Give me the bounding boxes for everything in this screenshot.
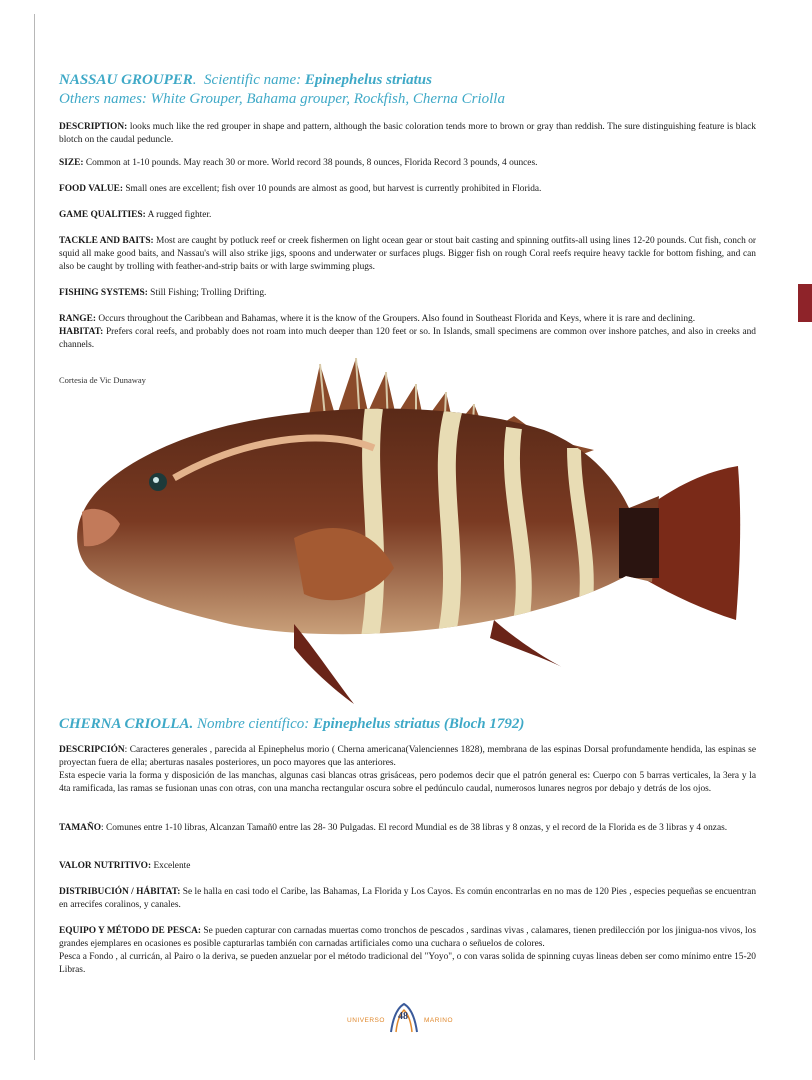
food-value-paragraph — [59, 183, 756, 196]
page-number: 48 — [398, 1011, 408, 1022]
descripcion-paragraph — [59, 744, 756, 796]
tamano-label: TAMAÑO — [59, 823, 102, 833]
english-title: NASSAU GROUPER. Scientific name: Epinephelus striatus — [59, 72, 432, 88]
fishing-systems-label: FISHING SYSTEMS: — [59, 288, 148, 298]
size-paragraph — [59, 157, 756, 170]
range-label: RANGE: — [59, 314, 96, 324]
valor-nutritivo-label: VALOR NUTRITIVO: — [59, 861, 152, 871]
distribucion-paragraph — [59, 886, 756, 912]
distribucion-label: DISTRIBUCIÓN / HÁBITAT: — [59, 887, 181, 897]
scientific-name: Epinephelus striatus — [304, 72, 432, 88]
descripcion-label: DESCRIPCIÓN — [59, 745, 125, 755]
common-name: NASSAU GROUPER — [59, 72, 193, 88]
tamano-text: : Comunes entre 1-10 libras, Alcanzan Tamañ0 entre las 28- 30 Pulgadas. El record Mundial es de 38 libras y 8 onzas, y el record de la Florida es de 3 libras y 4 onzas. — [101, 823, 728, 833]
photo-credit: Cortesia de Vic Dunaway — [59, 375, 146, 385]
equipo-label: EQUIPO Y MÉTODO DE PESCA: — [59, 926, 202, 936]
spanish-common-name: CHERNA CRIOLLA. — [59, 716, 194, 732]
pelvic-fin — [294, 624, 354, 704]
tackle-label: TACKLE AND BAITS: — [59, 236, 154, 246]
food-value-label: FOOD VALUE: — [59, 184, 123, 194]
equipo-paragraph — [59, 925, 756, 977]
range-line — [59, 313, 756, 326]
description-text: looks much like the red grouper in shape and pattern, although the basic coloration tends more to brown or gray than reddish. The sure distinguishing feature is black blotch on the caudal peduncle. — [59, 122, 756, 145]
description-label: DESCRIPTION: — [59, 122, 128, 132]
page-footer — [347, 1000, 467, 1036]
descripcion-text-2: Esta especie varia la forma y disposición de las manchas, algunas casi blancas otras grisáceas, pero podemos decir que el patrón general es: Cuerpo con 5 barras verticales, la 3era y la 4ta ramificada, las ramas se fusionan unas con otras, con una mancha rectangular oscura sobre el pedúnculo caudal, numerosos lunares negros por debajo y detrás de los ojos. — [59, 770, 756, 794]
spanish-scientific-name: Epinephelus striatus (Bloch 1792) — [313, 716, 525, 732]
habitat-line — [59, 326, 756, 352]
equipo-text-2: Pesca a Fondo , al curricán, al Pairo o la deriva, se pueden anzuelar por el método tradicional del "Yoyo", o con varas solida de spinning cuyas lineas deben ser como mínimo entre 15-20 Libras. — [59, 951, 756, 975]
game-qualities-text: A rugged fighter. — [147, 210, 212, 220]
footer-left-word: UNIVERSO — [347, 1017, 385, 1024]
tamano-paragraph — [59, 822, 756, 835]
food-value-text: Small ones are excellent; fish over 10 pounds are almost as good, but harvest is currently prohibited in Florida. — [125, 184, 542, 194]
descripcion-line-1 — [59, 744, 756, 770]
fishing-systems-paragraph — [59, 287, 756, 300]
tail-fin — [646, 466, 740, 620]
equipo-line-1 — [59, 925, 756, 951]
valor-nutritivo-paragraph — [59, 860, 756, 873]
fishing-systems-text: Still Fishing; Trolling Drifting. — [150, 288, 267, 298]
habitat-label: HABITAT: — [59, 326, 104, 337]
spanish-title — [59, 716, 759, 733]
game-qualities-paragraph — [59, 209, 756, 222]
scientific-name-label: Scientific name: — [204, 72, 302, 88]
equipo-text-1: Se pueden capturar con carnadas muertas como tronchos de pescados , sardinas vivas , calamares, tienen predilección por los jinigua-nos vivos, los grandes ejemplares en ocasiones es posible capturarlas también con carnadas artificiales como una cuchara o señuelos de colores. — [59, 926, 756, 949]
footer-right-word: MARINO — [424, 1017, 453, 1024]
anal-fin — [490, 620, 564, 668]
other-names: Others names: White Grouper, Bahama grouper, Rockfish, Cherna Criolla — [59, 91, 505, 107]
tackle-paragraph — [59, 235, 756, 274]
game-qualities-label: GAME QUALITIES: — [59, 210, 146, 220]
spanish-scientific-label: Nombre científico: — [196, 716, 310, 732]
descripcion-text-1: : Caracteres generales , parecida al Epinephelus morio ( Cherna americana(Valenciennes 1828), membrana de las espinas Dorsal profundamente hendida, las espinas se proyectan fuera de ella; aberturas nasales posteriores, un poco mayores que las anteriores. — [59, 745, 756, 768]
section-edge-tab — [798, 284, 812, 322]
distribucion-text: Se le halla en casi todo el Caribe, las Bahamas, La Florida y Los Cayos. Es común encontrarlas en no mas de 120 Pies , especies pequeñas se encuentran en arrecifes coralinos, y canales. — [59, 887, 757, 910]
size-text: Common at 1-10 pounds. May reach 30 or more. World record 38 pounds, 8 ounces, Florida Record 3 pounds, 4 ounces. — [85, 158, 538, 168]
valor-nutritivo-text: Excelente — [153, 861, 191, 871]
page-gutter-line — [34, 14, 35, 1060]
nassau-grouper-illustration — [74, 358, 744, 706]
range-habitat-paragraph — [59, 313, 756, 352]
range-text: Occurs throughout the Caribbean and Bahamas, where it is the know of the Groupers. Also found in Southeast Florida and Keys, where it is rare and declining. — [98, 314, 696, 324]
habitat-text: Prefers coral reefs, and probably does not roam into much deeper than 120 feet or so. In Islands, small specimens are common over inshore patches, and also in creeks and channels. — [59, 326, 756, 350]
size-label: SIZE: — [59, 158, 84, 168]
description-paragraph — [59, 121, 756, 147]
tackle-text: Most are caught by potluck reef or creek fishermen on light ocean gear or stout bait casting and spinning outfits-all using lines 12-20 pounds. Cut fish, conch or squid all make good baits, and Nassau's will also strike jigs, spoons and underwater or surfaces plugs. Bigger fish on rough Coral reefs require heavy tackle for bottom fishing, and can also be caught by trolling with feather-and-strip baits or with large swimming plugs. — [59, 236, 756, 272]
